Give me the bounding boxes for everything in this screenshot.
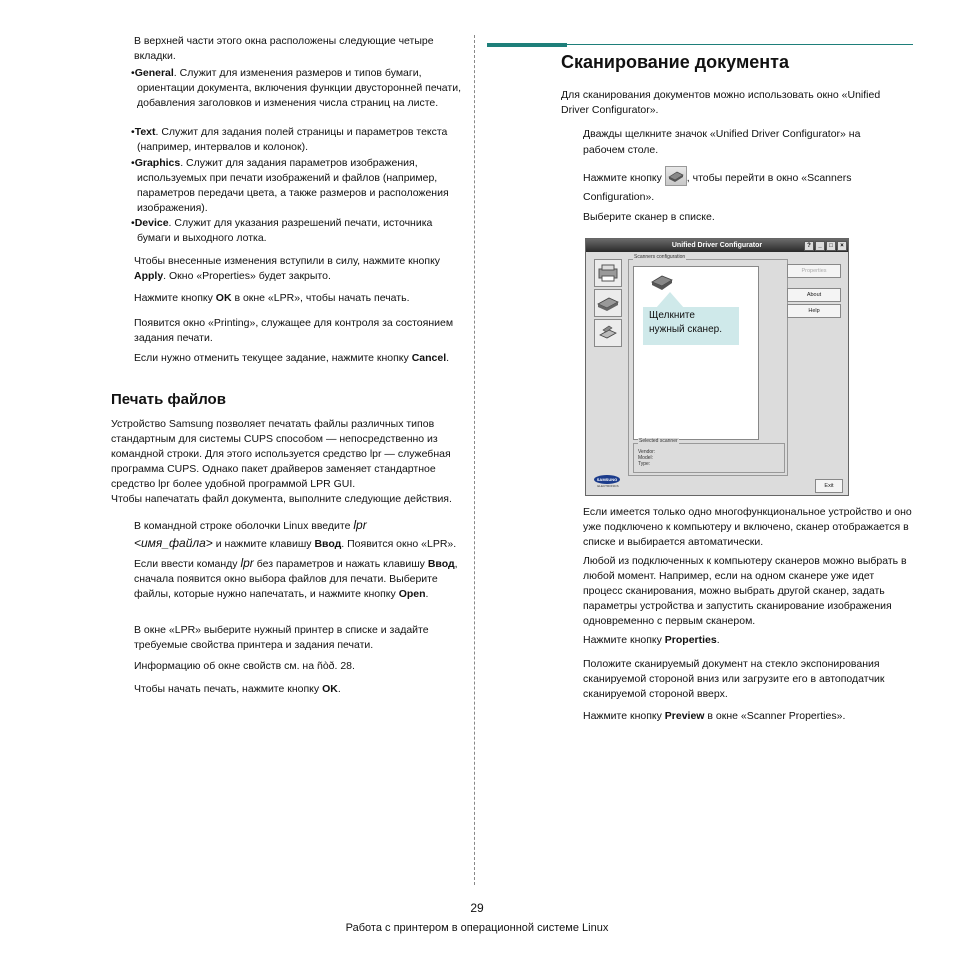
s2-a: Если ввести команду [134, 558, 241, 570]
scanner-icon [595, 290, 621, 316]
bullet-general: •General. Служит для изменения размеров и типов бумаги, ориентации документа, включения функции двусторонней печати, добавления заголовков и изменения числа страниц на листе. [131, 67, 462, 109]
scan-step-properties [583, 633, 913, 648]
r6-properties: Properties [664, 634, 717, 646]
scanners-config-button[interactable] [594, 289, 622, 317]
para-steps: Чтобы напечатать файл документа, выполните следующие действия. [111, 493, 452, 505]
about-button[interactable]: About [787, 288, 841, 302]
footer-caption: Работа с принтером в операционной системе Linux [345, 922, 609, 934]
scanner-button-icon [665, 166, 687, 186]
window-titlebar [586, 239, 848, 252]
s5-ok: OK [322, 683, 338, 695]
titlebar-close-button[interactable]: × [837, 241, 847, 251]
scan-step-3: Выберите сканер в списке. [583, 211, 715, 223]
s2-enter: Ввод [427, 558, 455, 570]
s2-c: , сначала появится окно выбора файлов для печати. Выберите файлы, которые нужно напечатать, и нажмите кнопку [134, 558, 458, 600]
printers-config-button[interactable] [594, 259, 622, 287]
heading-print-files: Печать файлов [111, 391, 226, 408]
step-4: Информацию об окне свойств см. на ñòð. 28. [134, 660, 355, 672]
titlebar-maximize-button[interactable]: □ [826, 241, 836, 251]
scanner-list-item-icon[interactable] [650, 271, 674, 293]
scan-step-1: Дважды щелкните значок «Unified Driver Configurator» на рабочем столе. [583, 128, 861, 156]
ok-c: в окне «LPR», чтобы начать печать. [231, 292, 410, 304]
udc-window [585, 238, 849, 496]
s1-b1: и нажмите клавишу [212, 538, 315, 550]
callout-pointer [656, 292, 684, 308]
term-text: Text [134, 126, 156, 138]
text-device: . Служит для указания разрешений печати, источника бумаги и выходного лотка. [137, 217, 433, 244]
r8-preview: Preview [664, 710, 705, 722]
step-1 [134, 517, 464, 553]
samsung-logo [594, 475, 622, 488]
step-2 [134, 556, 464, 602]
s2-e: . [425, 588, 429, 600]
term-general: General [134, 67, 174, 79]
step-3: В окне «LPR» выберите нужный принтер в списке и задайте требуемые свойства принтера и задания печати. [134, 624, 429, 651]
text-graphics: . Служит для задания параметров изображения, используемых при печати изображений и файлов (например, параметров передачи цвета, а также размеров и расположения изображения). [137, 157, 449, 214]
s2-lpr: lpr [240, 556, 254, 570]
help-button[interactable]: Help [787, 304, 841, 318]
type-label: Type: [638, 461, 651, 467]
s2-b1: без параметров и нажать клавишу [253, 558, 428, 570]
window-title: Unified Driver Configurator [671, 242, 763, 249]
para-scan-intro: Для сканирования документов можно использовать окно «Unified Driver Configurator». [561, 89, 881, 116]
titlebar-help-button[interactable]: ? [804, 241, 814, 251]
para-apply [134, 254, 464, 284]
scanner-list[interactable] [633, 266, 759, 440]
s5-c: . [337, 683, 341, 695]
cancel-c: . [446, 352, 450, 364]
s1-enter: Ввод [314, 538, 342, 550]
port-icon [595, 320, 621, 346]
text-text: . Служит для задания полей страницы и параметров текста (например, интервалов и колонок). [137, 126, 448, 153]
r6-a: Нажмите кнопку [583, 634, 665, 646]
column-divider [474, 35, 475, 885]
s5-a: Чтобы начать печать, нажмите кнопку [134, 683, 323, 695]
text-general: . Служит для изменения размеров и типов бумаги, ориентации документа, включения функции двусторонней печати, добавления заголовков и изменения числа страниц на листе. [137, 67, 462, 109]
heading-scan-document: Сканирование документа [561, 52, 789, 72]
step-5 [134, 682, 464, 697]
bullet-device: •Device. Служит для указания разрешений печати, источника бумаги и выходного лотка. [131, 217, 433, 244]
bullet-text: •Text. Служит для задания полей страницы и параметров текста (например, интервалов и колонок). [131, 126, 448, 153]
scan-para-any-scanner: Любой из подключенных к компьютеру сканеров можно выбрать в любой момент. Например, если на одном сканере уже идет процесс сканирования, можно выбрать другой сканер, задать параметры устройства и запустить сканирование изображения одновременно с первым сканером. [583, 555, 907, 627]
model-label: Model: [638, 455, 654, 461]
s1-filename: <имя_файла> [134, 536, 213, 550]
logo-text: SAMSUNG [594, 475, 620, 484]
term-graphics: Graphics [134, 157, 181, 169]
logo-subtext: ELECTRONICS [597, 484, 619, 488]
apply-c: . Окно «Properties» будет закрыто. [163, 270, 331, 282]
scan-step-preview [583, 709, 913, 724]
intro-tabs: В верхней части этого окна расположены следующие четыре вкладки. [134, 35, 434, 62]
selected-scanner-label: Selected scanner [639, 438, 678, 444]
scan-step-place-document: Положите сканируемый документ на стекло экспонирования сканируемой стороной вниз или загрузите его в автоподатчик сканируемой стороной вверх. [583, 658, 885, 700]
cancel-a: Если нужно отменить текущее задание, нажмите кнопку [134, 352, 412, 364]
para-samsung: Устройство Samsung позволяет печатать файлы различных типов стандартным для системы CUPS способом — непосредственно из командной строки. Для этого используется средство lpr — служебная программа CUPS. Однако пакет драйверов заменяет стандартное средство lpr более удобной программой LPR GUI. [111, 418, 451, 490]
r2-b: , чтобы перейти в окно «Scanners Configuration». [583, 171, 852, 203]
ports-config-button[interactable] [594, 319, 622, 347]
s1-c: . Появится окно «LPR». [341, 538, 457, 550]
scanners-configuration-group [628, 254, 788, 476]
r6-c: . [716, 634, 720, 646]
printer-icon [595, 260, 621, 286]
r8-c: в окне «Scanner Properties». [704, 710, 846, 722]
properties-button[interactable]: Properties [787, 264, 841, 278]
scan-step-2 [583, 168, 883, 207]
cancel-term: Cancel [411, 352, 447, 364]
titlebar-minimize-button[interactable]: _ [815, 241, 825, 251]
page-number: 29 [470, 901, 484, 915]
ok-term: OK [215, 292, 232, 304]
ok-a: Нажмите кнопку [134, 292, 216, 304]
s1-lpr: lpr [353, 518, 367, 532]
term-device: Device [134, 217, 169, 229]
group-label: Scanners configuration [634, 254, 686, 260]
scan-para-single-device: Если имеется только одно многофункциональное устройство и оно уже подключено к компьютеру и включено, сканер отображается в списке и выбирается автоматически. [583, 506, 912, 548]
apply-a: Чтобы внесенные изменения вступили в силу, нажмите кнопку [134, 255, 441, 267]
selected-scanner-group [633, 438, 785, 473]
callout-select-scanner: Щелкните нужный сканер. [643, 307, 739, 345]
para-ok [134, 291, 464, 306]
para-cancel [134, 351, 464, 366]
bullet-graphics: •Graphics. Служит для задания параметров изображения, используемых при печати изображений и файлов (например, параметров передачи цвета, а также размеров и расположения изображения). [131, 157, 449, 214]
r2-a: Нажмите кнопку [583, 171, 665, 184]
para-printing: Появится окно «Printing», служащее для контроля за состоянием задания печати. [134, 317, 454, 344]
heading-accent-bar [487, 43, 567, 47]
r8-a: Нажмите кнопку [583, 710, 665, 722]
s1-a: В командной строке оболочки Linux введите [134, 520, 354, 532]
apply-term: Apply [134, 270, 164, 282]
vendor-label: Vendor: [638, 449, 656, 455]
s2-open: Open [398, 588, 426, 600]
exit-button[interactable]: Exit [815, 479, 843, 493]
